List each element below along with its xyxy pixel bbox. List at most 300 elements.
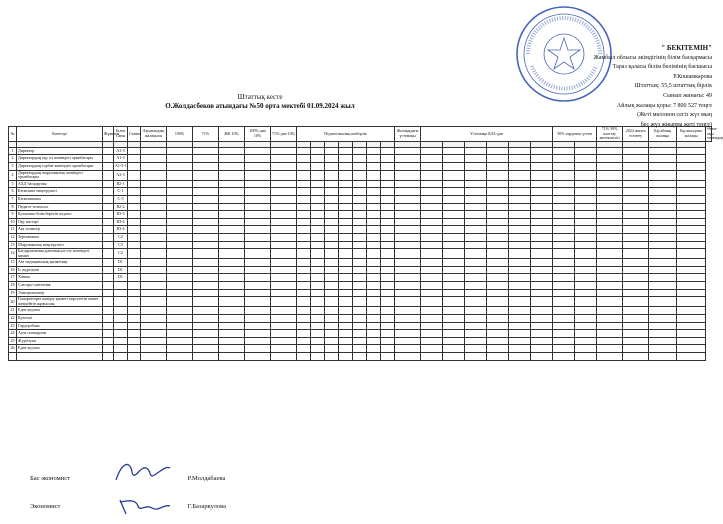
cell-category — [114, 337, 128, 345]
cell-value — [649, 233, 677, 241]
cell-value — [193, 155, 219, 163]
cell-value — [677, 266, 706, 274]
cell-value — [531, 315, 553, 323]
cell-value — [311, 289, 325, 297]
title-line-2: О.Жолдасбеков атындағы №50 орта мектебі 01.09.2024 жыл — [165, 102, 355, 110]
cell-value — [443, 297, 465, 307]
cell-value — [553, 274, 575, 282]
cell-category: А2-3 — [114, 170, 128, 180]
staff-table — [8, 126, 723, 361]
cell-value — [311, 345, 325, 353]
cell-value — [465, 322, 487, 330]
cell-value — [575, 345, 597, 353]
cell-value — [443, 162, 465, 170]
cell-value — [339, 211, 353, 219]
cell-value — [245, 249, 271, 259]
cell-value — [465, 170, 487, 180]
header-category: Жұмысы — [103, 127, 114, 142]
cell-value — [339, 345, 353, 353]
cell-value — [531, 307, 553, 315]
cell-value — [103, 211, 114, 219]
cell-value — [649, 147, 677, 155]
cell-value — [677, 297, 706, 307]
cell-value — [649, 218, 677, 226]
cell-value — [141, 170, 167, 180]
header-pct50: 50% зардапты үстем — [553, 127, 597, 142]
cell-value — [677, 211, 706, 219]
cell-value — [465, 297, 487, 307]
cell-value — [311, 266, 325, 274]
cell-value — [367, 297, 381, 307]
cell-value — [531, 211, 553, 219]
cell-value — [381, 170, 395, 180]
cell-name: АХД басқарушы — [17, 180, 103, 188]
cell-value — [677, 259, 706, 267]
cell-value — [339, 218, 353, 226]
cell-value — [339, 226, 353, 234]
cell-value — [297, 289, 311, 297]
cell-value — [575, 266, 597, 274]
cell-value — [623, 353, 649, 361]
cell-value — [395, 315, 421, 323]
cell-value — [141, 274, 167, 282]
cell-name: Кітапхана меңгерушісі — [17, 188, 103, 196]
cell-name: Жүргізуші — [17, 337, 103, 345]
cell-value — [339, 195, 353, 203]
cell-no: 19 — [9, 289, 17, 297]
cell-value — [487, 155, 509, 163]
cell-value — [353, 233, 367, 241]
cell-value — [193, 353, 219, 361]
cell-value — [531, 330, 553, 338]
cell-value — [649, 195, 677, 203]
cell-value — [509, 297, 531, 307]
cell-value — [487, 233, 509, 241]
cell-value — [509, 322, 531, 330]
approval-line: Айлық жалақы қоры: 7 800 527 теңге — [616, 102, 712, 109]
cell-value — [443, 170, 465, 180]
cell-value — [381, 233, 395, 241]
cell-value — [103, 315, 114, 323]
cell-value — [677, 155, 706, 163]
cell-value — [128, 307, 141, 315]
cell-value — [575, 211, 597, 219]
cell-value — [325, 218, 339, 226]
cell-value — [443, 259, 465, 267]
cell-value — [677, 307, 706, 315]
cell-value — [443, 249, 465, 259]
cell-value — [193, 233, 219, 241]
table-row — [9, 203, 712, 211]
cell-value — [553, 180, 575, 188]
cell-value — [465, 180, 487, 188]
cell-value — [353, 147, 367, 155]
cell-value — [553, 345, 575, 353]
cell-value — [509, 337, 531, 345]
cell-value — [465, 241, 487, 249]
header-z: ЖК 10% — [219, 127, 245, 142]
cell-value — [141, 241, 167, 249]
cell-value — [649, 170, 677, 180]
cell-value — [677, 249, 706, 259]
cell-value — [245, 211, 271, 219]
table-row — [9, 274, 712, 282]
cell-value — [395, 155, 421, 163]
cell-category — [114, 315, 128, 323]
cell-name: Директордың оқу ісі жөніндегі орынбасары — [17, 155, 103, 163]
cell-value — [339, 322, 353, 330]
cell-value — [367, 249, 381, 259]
cell-value — [623, 226, 649, 234]
cell-value — [141, 218, 167, 226]
cell-value — [193, 162, 219, 170]
header-year: 2024 жылға есептеу — [623, 127, 649, 142]
cell-no: 4 — [9, 170, 17, 180]
cell-value — [381, 274, 395, 282]
cell-value — [395, 259, 421, 267]
cell-value — [339, 274, 353, 282]
cell-value — [421, 241, 443, 249]
cell-value — [311, 226, 325, 234]
cell-value — [381, 188, 395, 196]
cell-value — [597, 162, 623, 170]
cell-value — [311, 274, 325, 282]
cell-value — [271, 249, 297, 259]
cell-value — [141, 203, 167, 211]
cell-value — [623, 211, 649, 219]
cell-value — [339, 188, 353, 196]
cell-value — [245, 315, 271, 323]
cell-no: 11 — [9, 226, 17, 234]
table-row — [9, 266, 712, 274]
cell-value — [509, 315, 531, 323]
cell-value — [575, 147, 597, 155]
cell-value — [325, 170, 339, 180]
cell-no: 17 — [9, 274, 17, 282]
cell-value — [141, 226, 167, 234]
cell-value — [367, 282, 381, 290]
cell-value — [597, 322, 623, 330]
cell-value — [649, 162, 677, 170]
cell-value — [465, 289, 487, 297]
cell-value — [193, 330, 219, 338]
cell-value — [141, 297, 167, 307]
cell-category: В3-4 — [114, 226, 128, 234]
cell-value — [128, 188, 141, 196]
table-row — [9, 345, 712, 353]
table-row — [9, 195, 712, 203]
cell-value — [531, 147, 553, 155]
cell-value — [128, 315, 141, 323]
cell-value — [649, 330, 677, 338]
cell-value — [575, 226, 597, 234]
table-row — [9, 322, 712, 330]
cell-value — [531, 322, 553, 330]
cell-value — [553, 266, 575, 274]
cell-value — [509, 282, 531, 290]
cell-value — [487, 266, 509, 274]
cell-name: Еден жуушы — [17, 345, 103, 353]
cell-value — [271, 162, 297, 170]
cell-value — [649, 353, 677, 361]
cell-value — [443, 226, 465, 234]
cell-value — [509, 259, 531, 267]
cell-value — [219, 170, 245, 180]
cell-value — [575, 337, 597, 345]
cell-value — [103, 218, 114, 226]
cell-value — [311, 282, 325, 290]
cell-value — [575, 162, 597, 170]
cell-value — [367, 188, 381, 196]
cell-name: Қосымша білім беретін педагог — [17, 211, 103, 219]
cell-value — [597, 353, 623, 361]
cell-value — [649, 203, 677, 211]
cell-value — [325, 307, 339, 315]
cell-value — [421, 162, 443, 170]
cell-value — [421, 307, 443, 315]
cell-value — [597, 259, 623, 267]
cell-value — [487, 188, 509, 196]
cell-category: А1-3 — [114, 155, 128, 163]
cell-no: 2 — [9, 155, 17, 163]
cell-value — [141, 249, 167, 259]
cell-value — [297, 259, 311, 267]
cell-value — [311, 218, 325, 226]
cell-value — [575, 233, 597, 241]
cell-value — [141, 211, 167, 219]
cell-value — [245, 155, 271, 163]
cell-value — [128, 155, 141, 163]
cell-value — [193, 226, 219, 234]
cell-value — [575, 289, 597, 297]
cell-no: 26 — [9, 345, 17, 353]
cell-value — [443, 315, 465, 323]
cell-value — [677, 162, 706, 170]
table-row — [9, 315, 712, 323]
cell-no: 20 — [9, 297, 17, 307]
cell-value — [367, 195, 381, 203]
cell-value — [575, 353, 597, 361]
cell-value — [193, 297, 219, 307]
cell-value — [487, 162, 509, 170]
cell-value — [271, 330, 297, 338]
cell-value — [443, 218, 465, 226]
cell-value — [219, 345, 245, 353]
cell-value — [381, 345, 395, 353]
cell-value — [443, 266, 465, 274]
cell-value — [271, 226, 297, 234]
cell-category: D1 — [114, 266, 128, 274]
cell-no: 6 — [9, 188, 17, 196]
cell-value — [271, 297, 297, 307]
cell-value — [597, 315, 623, 323]
cell-value — [509, 211, 531, 219]
cell-category: С2 — [114, 249, 128, 259]
cell-value — [167, 147, 193, 155]
header-grade: Білім Саны — [114, 127, 128, 142]
approval-title: " БЕКІТЕМІН" — [661, 44, 712, 52]
cell-value — [597, 274, 623, 282]
cell-value — [597, 241, 623, 249]
cell-value — [367, 155, 381, 163]
cell-value — [367, 289, 381, 297]
cell-value — [487, 259, 509, 267]
cell-value — [597, 345, 623, 353]
cell-value — [465, 188, 487, 196]
cell-value — [325, 233, 339, 241]
cell-value — [325, 289, 339, 297]
cell-value — [677, 203, 706, 211]
cell-no: 8 — [9, 203, 17, 211]
cell-value — [443, 289, 465, 297]
cell-value — [325, 162, 339, 170]
cell-value — [531, 353, 553, 361]
cell-no: 12 — [9, 233, 17, 241]
cell-value — [297, 249, 311, 259]
cell-value — [339, 353, 353, 361]
cell-value — [353, 274, 367, 282]
header-salary: Өтем-ақы төлемдер — [707, 126, 723, 141]
cell-value — [219, 211, 245, 219]
cell-value — [297, 274, 311, 282]
cell-name: Шаруашылық меңгерушісі — [17, 241, 103, 249]
cell-value — [311, 211, 325, 219]
cell-value — [509, 241, 531, 249]
cell-value — [128, 249, 141, 259]
cell-value — [649, 155, 677, 163]
cell-value — [531, 226, 553, 234]
cell-name: Еден жуушы — [17, 307, 103, 315]
cell-category — [114, 282, 128, 290]
cell-value — [597, 195, 623, 203]
cell-value — [367, 322, 381, 330]
cell-value — [395, 226, 421, 234]
cell-value — [395, 203, 421, 211]
cell-value — [128, 241, 141, 249]
cell-value — [103, 203, 114, 211]
cell-value — [339, 249, 353, 259]
cell-value — [311, 203, 325, 211]
cell-value — [103, 180, 114, 188]
cell-value — [623, 155, 649, 163]
cell-value — [103, 249, 114, 259]
title-line-1: Штаттық кесте — [237, 93, 283, 101]
cell-value — [367, 274, 381, 282]
cell-value — [353, 307, 367, 315]
cell-value — [509, 233, 531, 241]
cell-value — [193, 147, 219, 155]
cell-value — [311, 330, 325, 338]
cell-value — [509, 203, 531, 211]
cell-value — [271, 282, 297, 290]
table-row — [9, 170, 712, 180]
cell-value — [553, 147, 575, 155]
cell-value — [509, 188, 531, 196]
cell-value — [245, 274, 271, 282]
cell-name: Слесарь-сантехник — [17, 282, 103, 290]
cell-value — [339, 203, 353, 211]
cell-value — [395, 147, 421, 155]
cell-value — [311, 188, 325, 196]
cell-value — [553, 188, 575, 196]
cell-value — [381, 266, 395, 274]
cell-value — [325, 282, 339, 290]
cell-value — [509, 226, 531, 234]
cell-value — [367, 337, 381, 345]
cell-value — [219, 233, 245, 241]
cell-value — [193, 307, 219, 315]
cell-category — [114, 289, 128, 297]
cell-value — [167, 180, 193, 188]
cell-value — [271, 170, 297, 180]
cell-value — [597, 180, 623, 188]
cell-value — [245, 337, 271, 345]
cell-value — [677, 233, 706, 241]
cell-value — [395, 274, 421, 282]
cell-value — [381, 203, 395, 211]
cell-value — [381, 218, 395, 226]
cell-value — [353, 203, 367, 211]
cell-value — [167, 203, 193, 211]
cell-value — [623, 188, 649, 196]
cell-value — [677, 195, 706, 203]
cell-value — [297, 203, 311, 211]
cell-value — [193, 322, 219, 330]
cell-value — [553, 233, 575, 241]
cell-value — [575, 170, 597, 180]
cell-value — [553, 259, 575, 267]
cell-value — [367, 259, 381, 267]
cell-value — [677, 170, 706, 180]
cell-value — [575, 322, 597, 330]
cell-no: 24 — [9, 330, 17, 338]
cell-value — [325, 226, 339, 234]
cell-value — [141, 155, 167, 163]
cell-no: 7 — [9, 195, 17, 203]
cell-value — [553, 297, 575, 307]
table-row — [9, 337, 712, 345]
cell-value — [509, 266, 531, 274]
cell-value — [297, 180, 311, 188]
cell-value — [381, 241, 395, 249]
cell-value — [553, 330, 575, 338]
cell-value — [531, 241, 553, 249]
cell-value — [553, 315, 575, 323]
cell-value — [167, 218, 193, 226]
cell-value — [487, 203, 509, 211]
cell-value — [128, 147, 141, 155]
document-title — [150, 93, 370, 111]
cell-category: В3-4 — [114, 218, 128, 226]
cell-value — [193, 241, 219, 249]
cell-value — [141, 307, 167, 315]
cell-value — [325, 249, 339, 259]
cell-name: Ғимараттарға жөндеу қызмет көрсететін жөнге жөндейтін жұмысшы — [17, 297, 103, 307]
cell-value — [353, 170, 367, 180]
table-row — [9, 218, 712, 226]
cell-value — [193, 337, 219, 345]
cell-category — [114, 330, 128, 338]
cell-value — [623, 241, 649, 249]
cell-value — [103, 353, 114, 361]
cell-value — [167, 322, 193, 330]
table-row — [9, 188, 712, 196]
cell-value — [141, 180, 167, 188]
cell-value — [311, 195, 325, 203]
cell-value — [311, 162, 325, 170]
cell-value — [103, 266, 114, 274]
cell-value — [297, 241, 311, 249]
